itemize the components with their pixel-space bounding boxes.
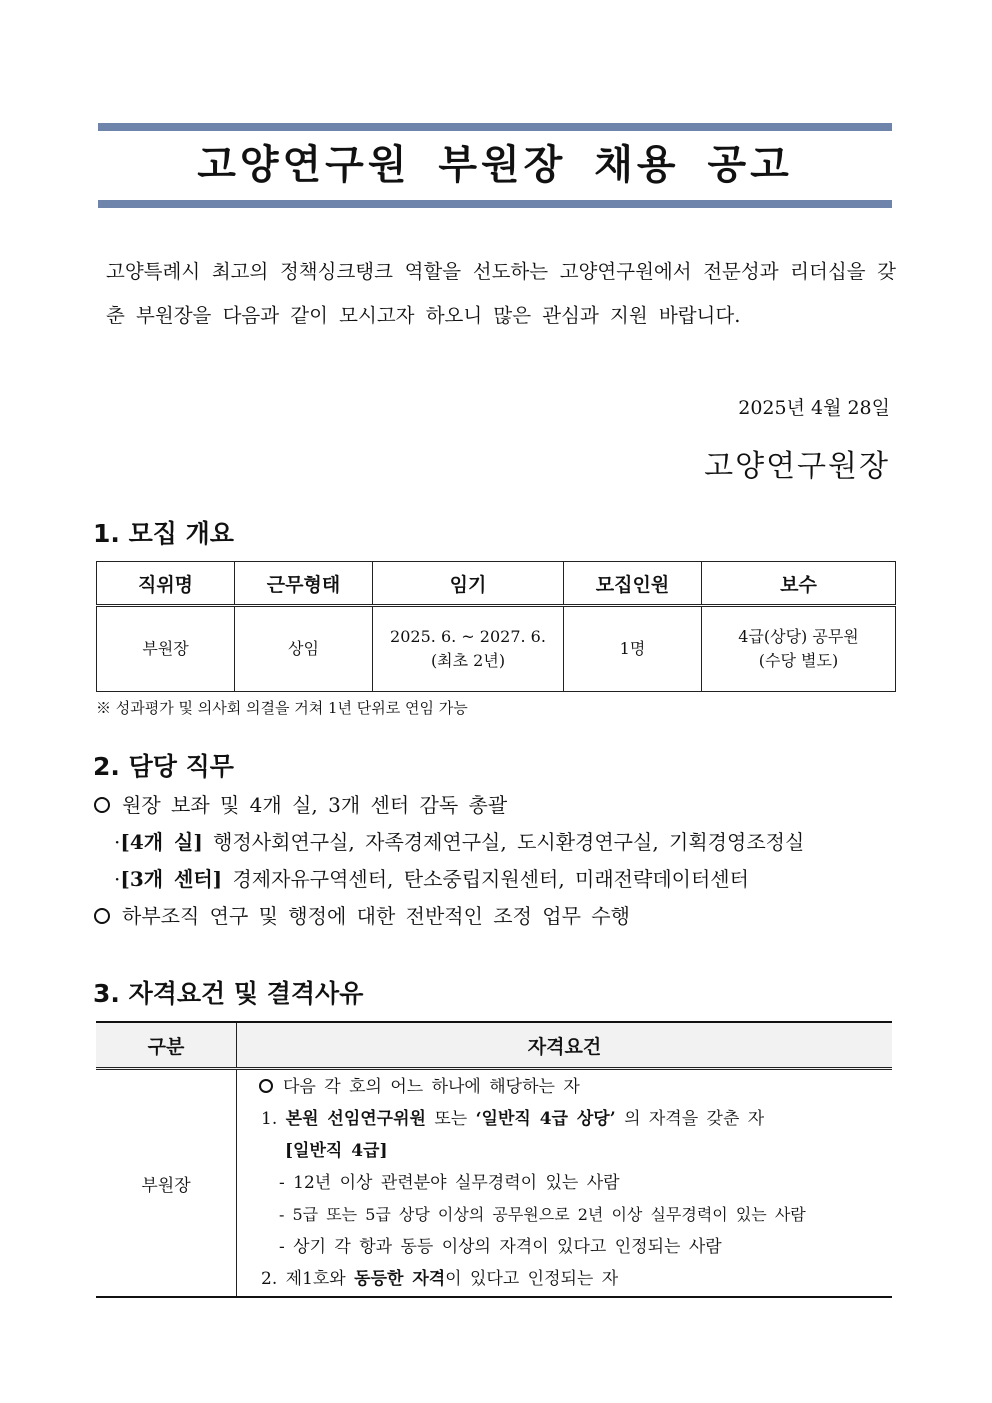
duty-sub-1-label: [4개 실] (120, 830, 203, 854)
pay-line1: 4급(상당) 공무원 (738, 627, 859, 646)
term-line1: 2025. 6. ~ 2027. 6. (390, 627, 546, 646)
section3-heading: 3. 자격요건 및 결격사유 (93, 979, 364, 1008)
duty-sub-2-text: 경제자유구역센터, 탄소중립지원센터, 미래전략데이터센터 (232, 867, 749, 891)
requirement-lead-text: 다음 각 호의 어느 하나에 해당하는 자 (283, 1077, 580, 1097)
intro-paragraph: 고양특례시 최고의 정책싱크탱크 역할을 선도하는 고양연구원에서 전문성과 리더십을 갖춘 부원장을 다음과 같이 모시고자 하오니 많은 관심과 지원 바랍니다. (106, 260, 896, 327)
cell-work-type: 상임 (235, 606, 373, 692)
requirement-bullet-3: - 상기 각 항과 동등 이상의 자격이 있다고 인정되는 사람 (279, 1237, 722, 1257)
title-bottom-rule (98, 200, 892, 208)
signer-name: 고양연구원장 (704, 449, 890, 484)
requirement-subheading: [일반직 4급] (285, 1141, 388, 1161)
item-2-number: 2. (261, 1269, 278, 1289)
circle-bullet-icon (259, 1079, 273, 1093)
item-1-mid: 또는 (434, 1109, 468, 1129)
requirement-item-2 (237, 1263, 892, 1295)
header-pay: 보수 (702, 562, 896, 606)
duty-sub-2 (114, 863, 749, 895)
qualification-table (96, 1021, 892, 1298)
header-position: 직위명 (97, 562, 235, 606)
cell-headcount: 1명 (564, 606, 702, 692)
table-row (96, 1069, 892, 1298)
section1-heading: 1. 모집 개요 (93, 519, 234, 548)
circle-bullet-icon (94, 797, 110, 813)
duty-sub-2-label: [3개 센터] (120, 867, 223, 891)
table-row (97, 606, 896, 692)
duty-item-1 (94, 789, 507, 821)
duty-sub-1 (114, 826, 804, 858)
header-work-type: 근무형태 (235, 562, 373, 606)
table-header-row (97, 562, 896, 606)
cell-category: 부원장 (96, 1069, 237, 1298)
duty-item-1-text: 원장 보좌 및 4개 실, 3개 센터 감독 총괄 (122, 793, 508, 817)
cell-requirements (237, 1069, 893, 1298)
item-1-end: 의 자격을 갖춘 자 (624, 1109, 765, 1129)
section2-heading: 2. 담당 직무 (93, 752, 234, 781)
recruitment-table (96, 561, 896, 692)
header-term: 임기 (373, 562, 564, 606)
requirement-lead (237, 1071, 892, 1103)
header-requirements: 자격요건 (237, 1022, 893, 1069)
duty-item-2 (94, 900, 630, 932)
pay-line2: (수당 별도) (758, 651, 839, 670)
item-1-number: 1. (261, 1109, 278, 1129)
page-title: 고양연구원 부원장 채용 공고 (197, 142, 793, 188)
notice-date: 2025년 4월 28일 (738, 397, 890, 419)
item-2-end: 이 있다고 인정되는 자 (445, 1269, 619, 1289)
item-1-bold-1: 본원 선임연구위원 (285, 1109, 426, 1129)
item-2-bold: 동등한 자격 (354, 1269, 446, 1289)
term-line2: (최초 2년) (430, 651, 506, 670)
duty-item-2-text: 하부조직 연구 및 행정에 대한 전반적인 조정 업무 수행 (122, 904, 630, 928)
header-category: 구분 (96, 1022, 237, 1069)
duty-sub-1-text: 행정사회연구실, 자족경제연구실, 도시환경연구실, 기획경영조정실 (213, 830, 805, 854)
dot-bullet-icon: · (114, 830, 121, 854)
requirement-item-1 (237, 1103, 892, 1135)
header-headcount: 모집인원 (564, 562, 702, 606)
item-1-bold-2: ‘일반직 4급 상당’ (475, 1109, 616, 1129)
requirement-bullet-2: - 5급 또는 5급 상당 이상의 공무원으로 2년 이상 실무경력이 있는 사람 (279, 1205, 806, 1224)
dot-bullet-icon: · (114, 867, 121, 891)
title-top-rule (98, 123, 892, 131)
table-header-row (96, 1022, 892, 1069)
cell-term (373, 606, 564, 692)
item-2-pre: 제1호와 (285, 1269, 346, 1289)
cell-pay (702, 606, 896, 692)
cell-position: 부원장 (97, 606, 235, 692)
requirement-bullet-1: - 12년 이상 관련분야 실무경력이 있는 사람 (279, 1173, 620, 1193)
term-renewal-note: ※ 성과평가 및 의사회 의결을 거쳐 1년 단위로 연임 가능 (96, 699, 468, 717)
circle-bullet-icon (94, 908, 110, 924)
